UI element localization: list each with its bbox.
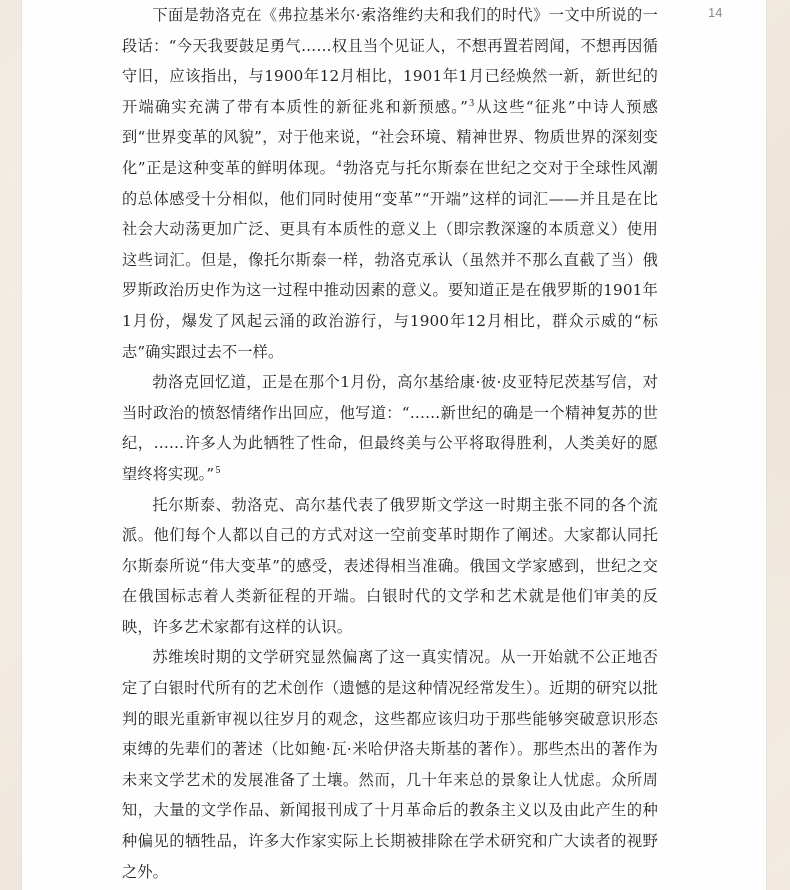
paragraph — [122, 642, 658, 887]
paragraph-text: 下面是勃洛克在《弗拉基米尔·索洛维约夫和我们的时代》一文中所说的一段话：“今天我要鼓足勇气……权且当个见证人，不想再置若罔闻，不想再因循守旧，应该指出，与1900年12月相比，1901年1月已经焕然一新，新世纪的开端确实充满了带有本质性的新征兆和新预感。” — [122, 6, 658, 116]
footnote-reference: 3 — [469, 97, 475, 109]
footnote-reference: 5 — [215, 464, 221, 476]
paragraph-text: 勃洛克与托尔斯泰在世纪之交对于全球性风潮的总体感受十分相似，他们同时使用“变革”“开端”这样的词汇——并且是在比社会大动荡更加广泛、更具有本质性的意义上（即宗教深邃的本质意义）使用这些词汇。但是，像托尔斯泰一样，勃洛克承认（虽然并不那么直截了当）俄罗斯政治历史作为这一过程中推动因素的意义。要知道正是在俄罗斯的1901年1月份，爆发了风起云涌的政治游行，与1900年12月相比，群众示威的“标志”确实跟过去不一样。 — [122, 158, 658, 361]
paragraph — [122, 367, 658, 489]
document-page — [22, 0, 766, 890]
footnote-reference: 4 — [336, 158, 342, 170]
paragraph-text: 从这些“征兆”中诗人预感到“世界变革的风貌”，对于他来说，“社会环境、精神世界、物质世界的深刻变化”正是这种变革的鲜明体现。 — [122, 97, 658, 177]
paragraph-text: 苏维埃时期的文学研究显然偏离了这一真实情况。从一开始就不公正地否定了白银时代所有的艺术创作（遗憾的是这种情况经常发生）。近期的研究以批判的眼光重新审视以往岁月的观念，这些都应该归功于那些能够突破意识形态束缚的先辈们的著述（比如鲍·瓦·米哈伊洛夫斯基的著作）。那些杰出的著作为未来文学艺术的发展准备了土壤。然而，几十年来总的景象让人忧虑。众所周知，大量的文学作品、新闻报刊成了十月革命后的教条主义以及由此产生的种种偏见的牺牲品，许多大作家实际上长期被排除在学术研究和广大读者的视野之外。 — [122, 648, 658, 881]
body-text — [122, 0, 658, 887]
paragraph-text: 勃洛克回忆道，正是在那个1月份，高尔基给康·彼·皮亚特尼茨基写信，对当时政治的愤怒情绪作出回应，他写道：“……新世纪的确是一个精神复苏的世纪，……许多人为此牺牲了性命，但最终美与公平将取得胜利，人类美好的愿望终将实现。” — [122, 373, 658, 483]
paragraph-text: 托尔斯泰、勃洛克、高尔基代表了俄罗斯文学这一时期主张不同的各个流派。他们每个人都以自己的方式对这一空前变革时期作了阐述。大家都认同托尔斯泰所说“伟大变革”的感受，表述得相当准确。俄国文学家感到，世纪之交在俄国标志着人类新征程的开端。白银时代的文学和艺术就是他们审美的反映，许多艺术家都有这样的认识。 — [122, 495, 658, 636]
page-number: 14 — [708, 5, 723, 20]
paragraph — [122, 490, 658, 643]
paragraph — [122, 0, 658, 367]
